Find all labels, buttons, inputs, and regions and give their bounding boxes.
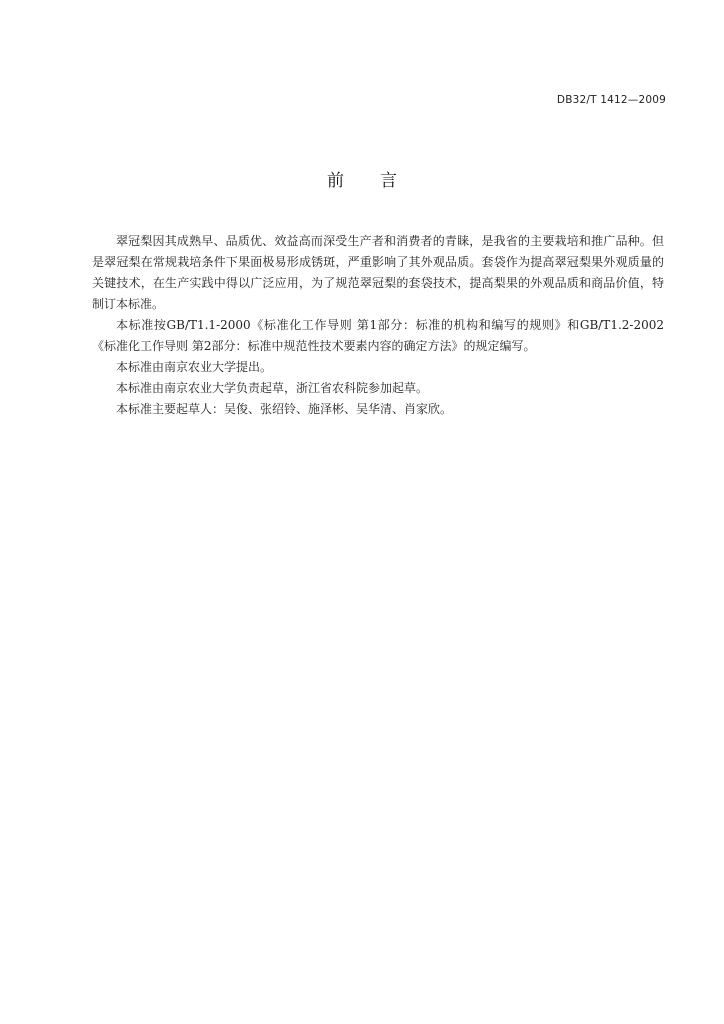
paragraph-authors: 本标准主要起草人：吴俊、张绍铃、施泽彬、吴华清、肖家欣。 (116, 402, 453, 416)
standard-number: DB32/T 1412—2009 (556, 94, 666, 106)
paragraph-drafting-rules: 本标准按GB/T1.1-2000《标准化工作导则 第1部分：标准的机构和编写的规则》和GB/T1.2-2002《标准化工作导则 第2部分：标准中规范性技术要素内容的确定方法》的规定编写。 (92, 318, 664, 353)
foreword-body (92, 231, 664, 420)
foreword-title: 前言 (327, 171, 433, 191)
paragraph-drafter: 本标准由南京农业大学负责起草，浙江省农科院参加起草。 (116, 381, 429, 395)
paragraph-proposer: 本标准由南京农业大学提出。 (116, 360, 273, 374)
paragraph-intro: 翠冠梨因其成熟早、品质优、效益高而深受生产者和消费者的青睐，是我省的主要栽培和推广品种。但是翠冠梨在常规栽培条件下果面极易形成锈斑，严重影响了其外观品质。套袋作为提高翠冠梨果外观质量的关键技术，在生产实践中得以广泛应用，为了规范翠冠梨的套袋技术，提高梨果的外观品质和商品价值，特制订本标准。 (92, 234, 664, 311)
